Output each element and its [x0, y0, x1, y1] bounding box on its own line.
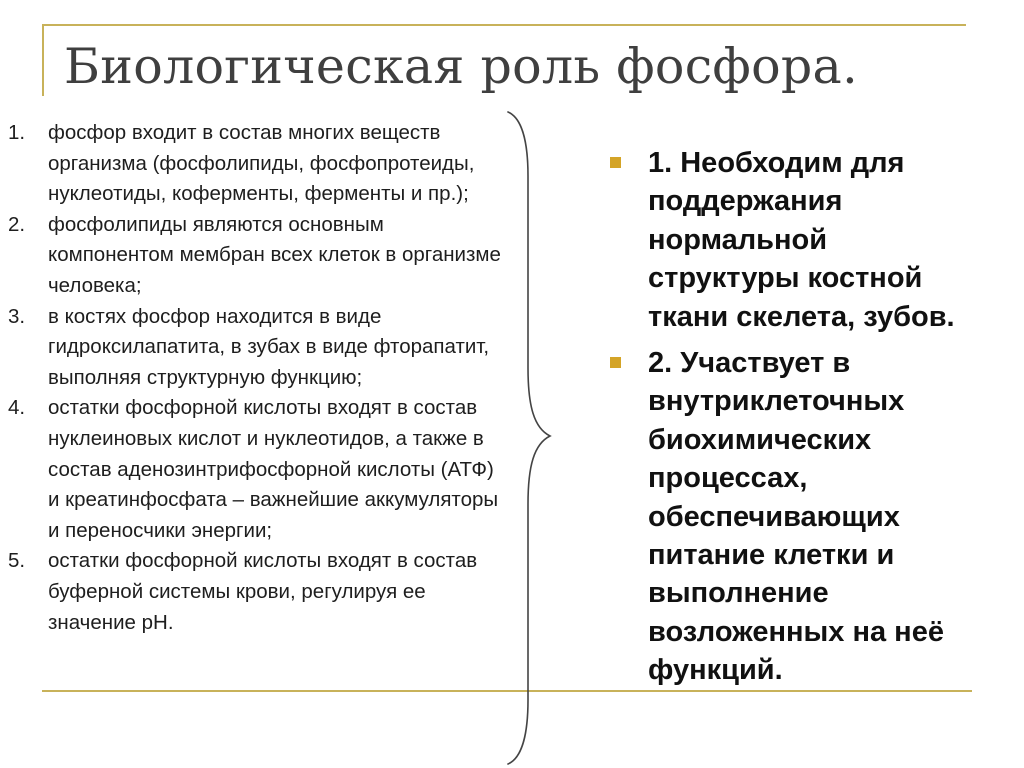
- list-item: [8, 546, 508, 638]
- item-text: фосфолипиды являются основным компонентом мембран всех клеток в организме человека;: [48, 212, 501, 297]
- list-item: [8, 393, 508, 546]
- functions-list: [8, 118, 508, 638]
- roles-list: [604, 144, 984, 698]
- list-item: [604, 344, 984, 690]
- curly-brace: [496, 106, 560, 768]
- square-bullet-icon: [610, 157, 621, 168]
- item-number: 1.: [8, 121, 26, 144]
- square-bullet-icon: [610, 357, 621, 368]
- list-item: [8, 118, 508, 210]
- item-text: остатки фосфорной кислоты входят в состав буферной системы крови, регулируя ее значение pH.: [48, 549, 478, 634]
- item-text: 2. Участвует в внутриклеточных биохимических процессах, обеспечивающих питание клетки и выполнение возложенных на неё функций.: [648, 347, 944, 687]
- item-text: остатки фосфорной кислоты входят в состав нуклеиновых кислот и нуклеотидов, а также в состав аденозинтрифосфорной кислоты (АТФ) и креатинфосфата – важнейшие аккумуляторы и переносчики энергии;: [48, 396, 499, 542]
- list-item: [8, 302, 508, 394]
- item-text: в костях фосфор находится в виде гидроксилапатита, в зубах в виде фторапатит, выполняя структурную функцию;: [48, 304, 490, 389]
- item-text: 1. Необходим для поддержания нормальной структуры костной ткани скелета, зубов.: [648, 147, 955, 333]
- slide-title: Биологическая роль фосфора.: [64, 38, 858, 95]
- list-item: [8, 210, 508, 302]
- item-number: 3.: [8, 304, 26, 328]
- item-number: 2.: [8, 212, 26, 236]
- item-number: 5.: [8, 549, 26, 573]
- left-rule: [42, 24, 44, 96]
- item-text: фосфор входит в состав многих веществ организма (фосфолипиды, фосфопротеиды, нуклеотиды, коферменты, ферменты и пр.);: [48, 121, 475, 206]
- top-rule: [42, 24, 966, 26]
- list-item: [604, 144, 984, 336]
- item-number: 4.: [8, 396, 26, 420]
